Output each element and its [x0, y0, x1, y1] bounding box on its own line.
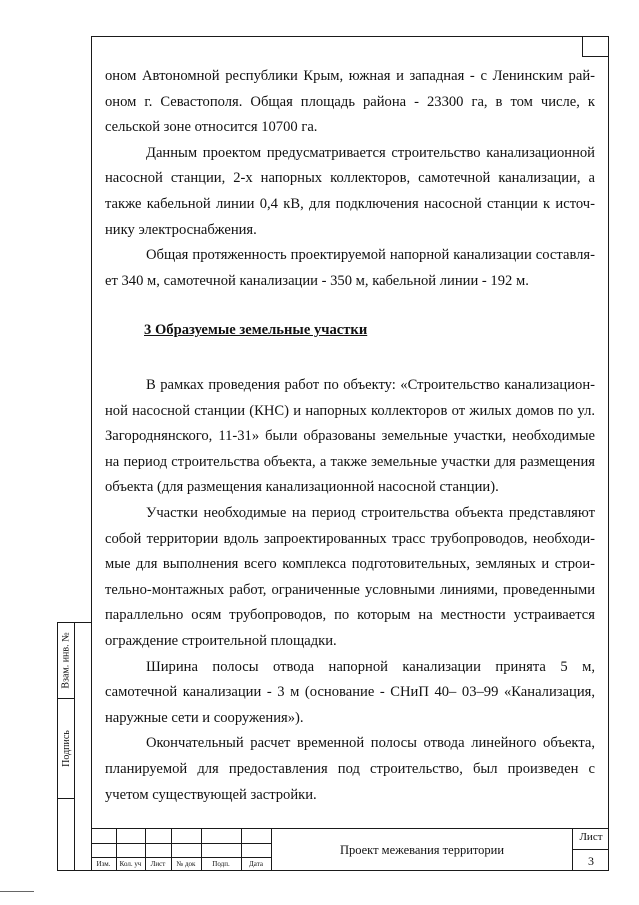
- paragraph-1: оном Автономной республики Крым, южная и западная - с Ленинским рай-оном г. Севастополя. Общая площадь района - 23300 га, в том числе, к сельской зоне относится 10700 га.: [105, 68, 595, 136]
- section-heading: 3 Образуемые земельные участки: [144, 322, 368, 338]
- stamp-col-list: Лист: [150, 860, 166, 868]
- stamp-col-date: Дата: [249, 860, 263, 868]
- paragraph-2: Данным проектом предусматривается строительство канализационной насосной станции, 2-х напорных коллекторов, самотечной канализации, а также кабельной линии 0,4 кВ, для подключения насосной станции к источ-нику электроснабжения.: [105, 144, 595, 238]
- sheet-number: 3: [588, 854, 594, 868]
- paragraph-7: Окончательный расчет временной полосы отвода линейного объекта, планируемой для предоставления под строительство, был произведен с учетом существующей застройки.: [105, 735, 595, 803]
- side-cell-inv: [58, 623, 75, 698]
- side-cell-date: [58, 798, 75, 872]
- paragraph-5: Участки необходимые на период строительства объекта представляют собой территории вдоль запроектированных трасс трубопроводов, необходи-мые для выполнения всего комплекса подготовительных, земляных и строи-тельно-монтажных работ, ограниченные условными линиями, проведенными параллельно осям трубопроводов, по которым на местности устраивается ограждение строительной площадки.: [105, 504, 595, 649]
- stamp-col-sign: Подп.: [212, 860, 230, 868]
- stamp-col-doc: № док: [176, 860, 196, 868]
- document-title: Проект межевания территории: [339, 843, 505, 857]
- label-inv-number: Взам. инв. №: [61, 632, 73, 689]
- corner-box: [582, 37, 608, 57]
- paragraph-4: В рамках проведения работ по объекту: «Строительство канализацион-ной насосной станции (КНС) и напорных коллекторов от жилых домов по ул. Загороднянского, 11-31» были образованы земельные участки, необходимые на период строительства объекта, а также земельные участки для размещения объекта (для размещения канализационной насосной станции).: [105, 377, 595, 496]
- document-body-2: [105, 373, 595, 808]
- stamp-col-izm: Изм.: [96, 860, 111, 868]
- side-cell-sign: [58, 698, 75, 798]
- sheet-label: Лист: [579, 831, 603, 843]
- paragraph-6: Ширина полосы отвода напорной канализации принята 5 м, самотечной канализации - 3 м (основание - СНиП 40– 03–99 «Канализация, наружные сети и сооружения»).: [105, 658, 595, 726]
- document-body: [105, 64, 595, 294]
- stamp-col-kol: Кол. уч: [119, 860, 142, 868]
- paragraph-3: Общая протяженность проектируемой напорной канализации составля-ет 340 м, самотечной канализации - 350 м, кабельной линии - 192 м.: [105, 247, 595, 289]
- side-strip: [57, 622, 91, 871]
- title-block: [91, 828, 609, 871]
- bottom-mark: [0, 891, 34, 892]
- label-signature: Подпись: [61, 730, 73, 767]
